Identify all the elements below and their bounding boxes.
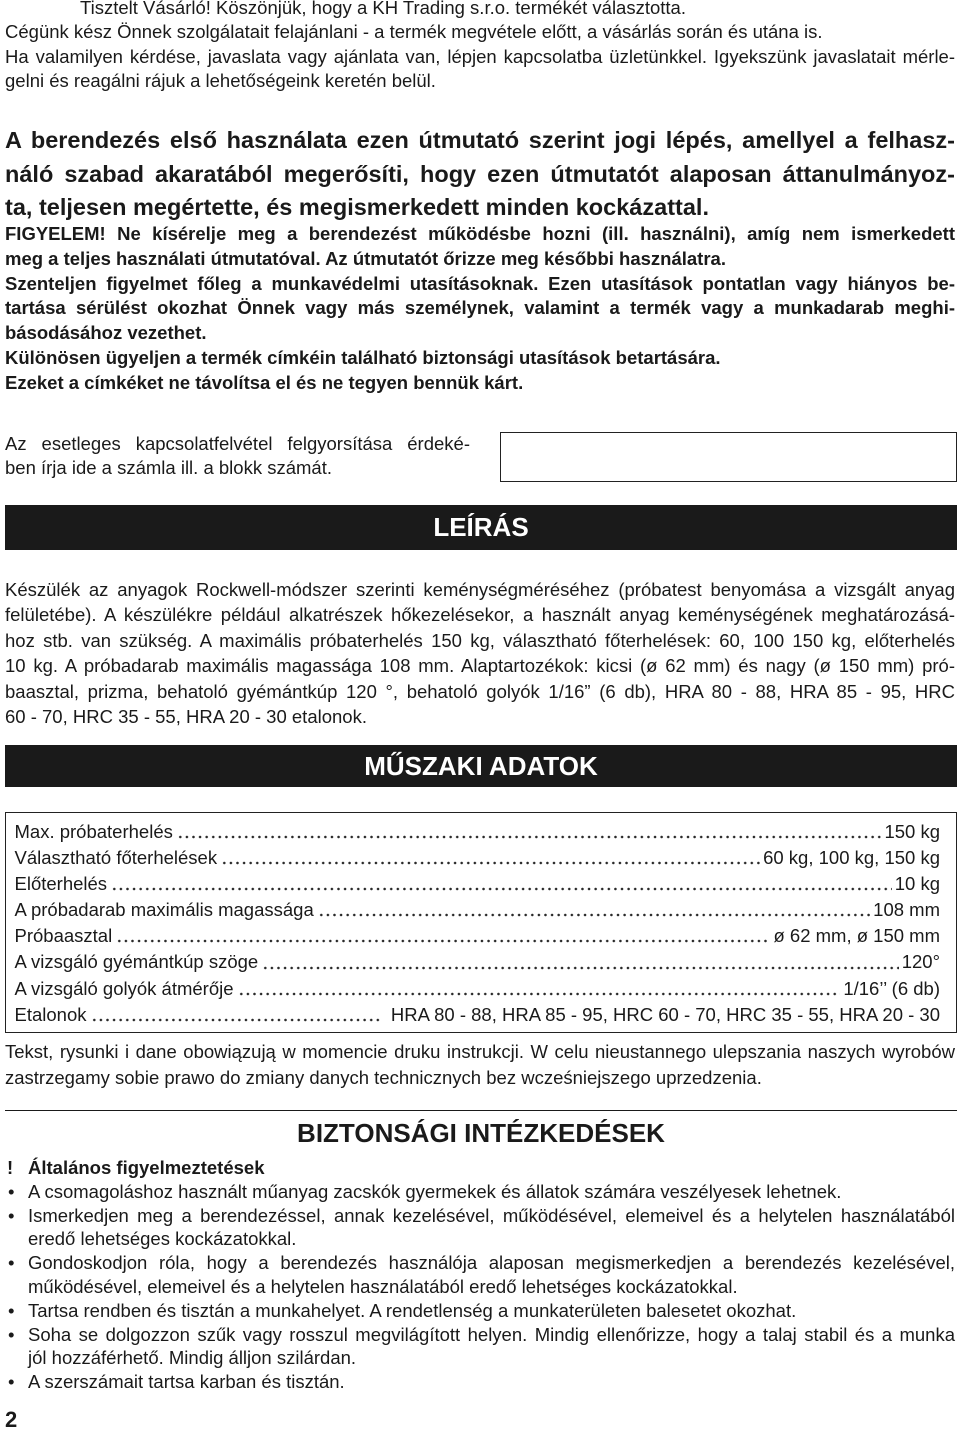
exclamation-mark: ! — [7, 1157, 14, 1178]
safety-bullet — [5, 1180, 955, 1204]
specs-label: Próbaasztal — [14, 925, 113, 947]
safety-subheading-text: Általános figyelmeztetések — [28, 1157, 265, 1178]
safety-bullet-line: • Gondoskodjon róla, hogy a berendezés használója alaposan megismerkedjen a berendezés kezelésével, — [28, 1252, 955, 1274]
intro-paragraph — [5, 0, 955, 93]
specs-row — [15, 871, 941, 897]
description-title: LEÍRÁS — [433, 512, 529, 542]
specs-label: A vizsgáló gyémántkúp szöge — [14, 951, 259, 973]
safety-title: BIZTONSÁGI INTÉZKEDÉSEK — [297, 1117, 665, 1148]
disclaimer-paragraph — [5, 1039, 955, 1091]
description-line: hoz stb. van szükség. A maximális próbaterhelés 150 kg, választható főterhelések: 60, 100 150 kg, előterhelés — [5, 629, 955, 651]
warning-line: tartása sérülést okozhat Önnek vagy más személynek, valamint a termék vagy a munkadarab meghi- — [5, 297, 955, 319]
safety-bullet — [5, 1251, 955, 1299]
safety-bullet — [5, 1299, 955, 1323]
specs-label: Választható főterhelések — [14, 846, 218, 868]
description-header — [5, 505, 957, 550]
specs-row — [15, 819, 941, 845]
safety-bullet-line: működésével, elemeivel és a helytelen használatából eredő lehetséges kockázatokkal. — [28, 1275, 738, 1297]
safety-bullet — [5, 1370, 955, 1394]
specs-label: Max. próbaterhelés — [14, 820, 173, 842]
dot-leader — [262, 949, 899, 975]
specs-table — [5, 812, 957, 1033]
page-number: 2 — [5, 1407, 18, 1432]
warning-line: básodásához vezethet. — [5, 322, 207, 344]
safety-section — [5, 1156, 955, 1394]
dot-leader — [177, 819, 882, 845]
specs-row — [15, 976, 941, 1002]
specs-value: 120° — [901, 951, 940, 973]
warning-notice — [5, 222, 955, 396]
specs-row — [15, 897, 941, 923]
legal-notice-line: ta, teljesen megértette, és megismerkedett minden kockázattal. — [5, 194, 709, 220]
safety-subheading — [5, 1156, 955, 1180]
invoice-number-box — [500, 432, 957, 482]
warning-line: FIGYELEM! Ne kísérelje meg a berendezést működésbe hozni (ill. használni), amíg nem ismerkedett — [5, 223, 955, 244]
specs-value: 1/16’’ (6 db) — [843, 977, 940, 999]
dot-leader — [318, 897, 870, 923]
invoice-note-line: Az esetleges kapcsolatfelvétel felgyorsítása érdeké- — [5, 433, 470, 454]
safety-bullet — [5, 1204, 955, 1252]
specs-row — [15, 949, 941, 975]
description-paragraph — [5, 577, 955, 729]
dot-leader — [116, 923, 770, 949]
description-line: 60 - 70, HRC 35 - 55, HRA 20 - 30 etalonok. — [5, 706, 367, 728]
specs-value: 150 kg — [884, 820, 940, 842]
description-line: Készülék az anyagok Rockwell-módszer szerinti keménységméréséhez (próbatest benyomása a vizsgált anyag — [5, 579, 955, 600]
specs-header — [5, 745, 957, 787]
specs-row — [15, 923, 941, 949]
intro-line: Ha valamilyen kérdése, javaslata vagy ajánlata van, lépjen kapcsolatba üzletünkkel. Igyekszünk javaslatait mérle- — [5, 45, 955, 67]
safety-bullet-line: • A csomagoláshoz használt műanyag zacskók gyermekek és állatok számára veszélyesek lehetnek. — [28, 1180, 842, 1202]
safety-bullet-line: • A szerszámait tartsa karban és tisztán. — [28, 1371, 345, 1393]
specs-value: 60 kg, 100 kg, 150 kg — [763, 846, 940, 868]
specs-value: 10 kg — [894, 872, 940, 894]
specs-value: 108 mm — [873, 899, 940, 921]
disclaimer-line: Tekst, rysunki i dane obowiązują w momencie druku instrukcji. W celu nieustannego ulepszania naszych wyrobów — [5, 1041, 955, 1062]
disclaimer-line: zastrzegamy sobie prawo do zmiany danych technicznych bez wcześniejszego uprzedzenia. — [5, 1067, 762, 1088]
description-line: 10 kg. A próbadarab maximális magassága 108 mm. Alaptartozékok: kicsi (ø 62 mm) és nagy (ø 150 mm) pró- — [5, 655, 955, 677]
specs-row — [15, 845, 941, 871]
safety-bullet-line: • Tartsa rendben és tisztán a munkahelyet. A rendetlenség a munkaterületen balesetet okozhat. — [28, 1299, 797, 1321]
safety-bullet-line: jól hozzáférhető. Mindig álljon szilárdan. — [28, 1347, 357, 1369]
warning-line: meg a teljes használati útmutatóval. Az útmutatót őrizze meg későbbi használatra. — [5, 247, 726, 269]
invoice-note-line: ben írja ide a számla ill. a blokk számát. — [5, 457, 332, 478]
dot-leader — [221, 845, 760, 871]
safety-bullet-line: • Ismerkedjen meg a berendezéssel, annak kezelésével, működésével, elemeivel és a helytelen használatából — [28, 1204, 955, 1226]
legal-notice-line: A berendezés első használata ezen útmutató szerint jogi lépés, amellyel a felhasz- — [5, 127, 955, 153]
warning-line: Ezeket a címkéket ne távolítsa el és ne tegyen bennük kárt. — [5, 371, 524, 393]
specs-label: A próbadarab maximális magassága — [14, 899, 314, 921]
dot-leader — [238, 976, 841, 1002]
specs-row — [15, 1002, 941, 1028]
specs-value: ø 62 mm, ø 150 mm — [773, 925, 940, 947]
specs-value: HRA 80 - 88, HRA 85 - 95, HRC 60 - 70, HRC 35 - 55, HRA 20 - 30 — [390, 1003, 940, 1025]
legal-notice — [5, 124, 955, 225]
intro-line: gelni és reagálni rájuk a lehetőségeink keretén belül. — [5, 69, 436, 91]
specs-label: A vizsgáló golyók átmérője — [14, 977, 234, 999]
description-line: baasztal, prizma, behatoló gyémántkúp 120 °, behatoló golyók 1/16” (6 db), HRA 80 - 88, HRA 85 - 95, HRC — [5, 680, 955, 702]
safety-bullet — [5, 1323, 955, 1371]
description-line: felületébe). A készülékre például alkatrészek hőkezelésekor, a használt anyag keménységének meghatározásá- — [5, 604, 955, 626]
specs-title: MŰSZAKI ADATOK — [364, 750, 598, 781]
specs-label: Etalonok — [14, 1003, 87, 1025]
safety-bullet-line: eredő lehetséges kockázatokkal. — [28, 1228, 297, 1250]
intro-line: Cégünk kész Önnek szolgálatait felajánlani - a termék megvétele előtt, a vásárlás során és utána is. — [5, 21, 823, 43]
intro-line: Tisztelt Vásárló! Köszönjük, hogy a KH Trading s.r.o. termékét választotta. — [80, 0, 686, 18]
warning-line: Különösen ügyeljen a termék címkéin található biztonsági utasítások betartására. — [5, 346, 721, 368]
warning-line: Szenteljen figyelmet főleg a munkavédelmi utasításoknak. Ezen utasítások pontatlan vagy hiányos be- — [5, 272, 955, 294]
invoice-note — [5, 432, 470, 480]
dot-leader — [111, 871, 892, 897]
safety-bullet-line: • Soha se dolgozzon szűk vagy rosszul megvilágított helyen. Mindig ellenőrizze, hogy a talaj stabil és a munka — [28, 1323, 955, 1345]
specs-label: Előterhelés — [14, 872, 108, 894]
dot-leader — [91, 1002, 381, 1028]
safety-header — [5, 1110, 957, 1155]
legal-notice-line: náló szabad akaratából megerősíti, hogy ezen útmutatót alaposan áttanulmányoz- — [5, 160, 955, 187]
